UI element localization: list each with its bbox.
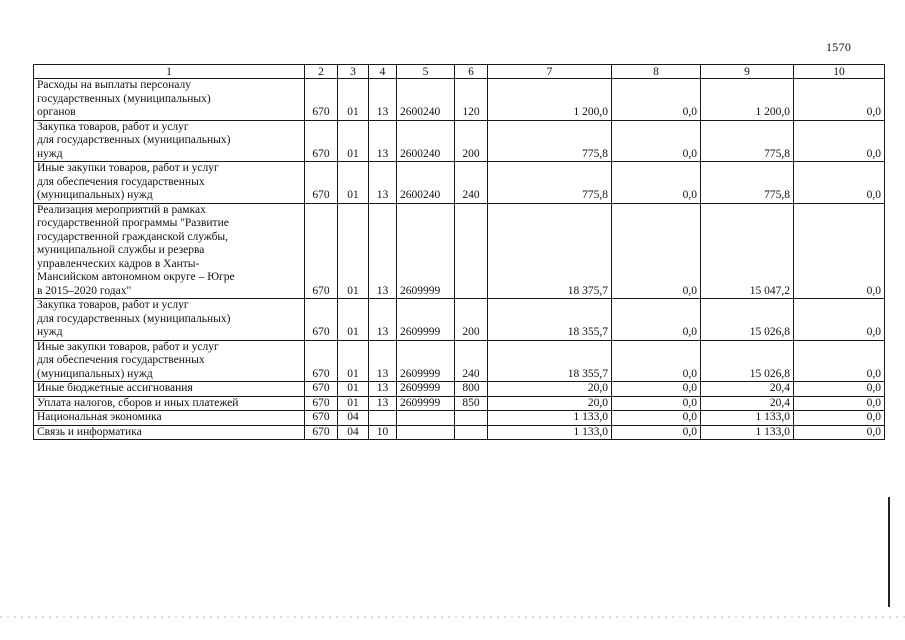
target-article-code: 2609999 [397,396,455,411]
row-name: Расходы на выплаты персоналу государственных (муниципальных) органов [34,79,305,121]
amount-next-year: 15 026,8 [701,340,794,382]
amount-next-year: 20,4 [701,396,794,411]
target-article-code: 2600240 [397,162,455,204]
row-name: Национальная экономика [34,411,305,426]
expense-type-code: 200 [455,299,488,341]
amount-next-year-subventions: 0,0 [794,162,885,204]
row-name: Закупка товаров, работ и услуг для государственных (муниципальных) нужд [34,120,305,162]
scan-edge-mark [888,497,890,607]
amount-next-year-subventions: 0,0 [794,120,885,162]
column-header: 5 [397,65,455,79]
column-header: 6 [455,65,488,79]
row-name: Реализация мероприятий в рамках государственной программы "Развитие государственной гражданской службы, муниципальной службы и резерва управленческих кадров в Ханты- Мансийском автономном округе – Югре в 2015–2020 годах" [34,203,305,299]
column-header: 7 [488,65,612,79]
column-number-row [34,65,885,79]
amount-total: 18 355,7 [488,340,612,382]
target-article-code: 2600240 [397,120,455,162]
amount-next-year-subventions: 0,0 [794,79,885,121]
amount-next-year: 775,8 [701,162,794,204]
row-name: Уплата налогов, сборов и иных платежей [34,396,305,411]
section-code: 01 [338,396,369,411]
target-article-code: 2609999 [397,340,455,382]
table-row [34,299,885,341]
column-header: 8 [612,65,701,79]
row-name: Иные бюджетные ассигнования [34,382,305,397]
section-code: 04 [338,425,369,440]
subsection-code: 13 [369,120,397,162]
amount-subventions: 0,0 [612,299,701,341]
column-header: 4 [369,65,397,79]
target-article-code [397,411,455,426]
expense-type-code: 240 [455,340,488,382]
amount-next-year: 1 200,0 [701,79,794,121]
row-name: Связь и информатика [34,425,305,440]
target-article-code: 2609999 [397,382,455,397]
column-header: 10 [794,65,885,79]
amount-next-year: 775,8 [701,120,794,162]
table-row [34,162,885,204]
subsection-code: 13 [369,299,397,341]
table-row [34,79,885,121]
subsection-code: 13 [369,79,397,121]
expense-type-code [455,425,488,440]
admin-code: 670 [305,120,338,162]
amount-total: 18 375,7 [488,203,612,299]
column-header: 3 [338,65,369,79]
amount-subventions: 0,0 [612,162,701,204]
admin-code: 670 [305,396,338,411]
amount-total: 1 200,0 [488,79,612,121]
section-code: 01 [338,203,369,299]
amount-subventions: 0,0 [612,425,701,440]
table-row [34,382,885,397]
amount-next-year: 20,4 [701,382,794,397]
table-row [34,411,885,426]
amount-subventions: 0,0 [612,411,701,426]
column-header: 2 [305,65,338,79]
amount-next-year-subventions: 0,0 [794,382,885,397]
table-body [34,65,885,440]
section-code: 01 [338,340,369,382]
row-name: Иные закупки товаров, работ и услуг для обеспечения государственных (муниципальных) нужд [34,340,305,382]
admin-code: 670 [305,411,338,426]
table-row [34,425,885,440]
amount-next-year-subventions: 0,0 [794,299,885,341]
amount-next-year: 1 133,0 [701,425,794,440]
admin-code: 670 [305,382,338,397]
amount-subventions: 0,0 [612,79,701,121]
amount-total: 1 133,0 [488,411,612,426]
column-header: 1 [34,65,305,79]
amount-next-year-subventions: 0,0 [794,340,885,382]
expense-type-code: 120 [455,79,488,121]
amount-total: 18 355,7 [488,299,612,341]
subsection-code: 13 [369,382,397,397]
column-header: 9 [701,65,794,79]
table-row [34,120,885,162]
section-code: 01 [338,79,369,121]
amount-next-year: 15 047,2 [701,203,794,299]
expense-type-code: 800 [455,382,488,397]
amount-subventions: 0,0 [612,396,701,411]
amount-subventions: 0,0 [612,203,701,299]
section-code: 01 [338,162,369,204]
amount-total: 20,0 [488,396,612,411]
row-name: Закупка товаров, работ и услуг для государственных (муниципальных) нужд [34,299,305,341]
admin-code: 670 [305,203,338,299]
expense-type-code: 240 [455,162,488,204]
budget-table [33,64,885,440]
amount-next-year-subventions: 0,0 [794,396,885,411]
amount-total: 20,0 [488,382,612,397]
amount-next-year-subventions: 0,0 [794,203,885,299]
amount-subventions: 0,0 [612,120,701,162]
section-code: 04 [338,411,369,426]
section-code: 01 [338,299,369,341]
subsection-code: 13 [369,162,397,204]
admin-code: 670 [305,425,338,440]
table-row [34,340,885,382]
target-article-code: 2609999 [397,203,455,299]
amount-total: 775,8 [488,120,612,162]
table-row [34,396,885,411]
section-code: 01 [338,120,369,162]
amount-subventions: 0,0 [612,382,701,397]
amount-next-year: 15 026,8 [701,299,794,341]
amount-next-year-subventions: 0,0 [794,411,885,426]
table-row [34,203,885,299]
expense-type-code [455,203,488,299]
admin-code: 670 [305,162,338,204]
amount-total: 1 133,0 [488,425,612,440]
subsection-code: 13 [369,203,397,299]
admin-code: 670 [305,340,338,382]
amount-total: 775,8 [488,162,612,204]
target-article-code [397,425,455,440]
row-name: Иные закупки товаров, работ и услуг для обеспечения государственных (муниципальных) нужд [34,162,305,204]
target-article-code: 2609999 [397,299,455,341]
page-number: 1570 [826,40,852,54]
subsection-code: 13 [369,396,397,411]
expense-type-code [455,411,488,426]
scan-noise-line [0,616,905,618]
section-code: 01 [338,382,369,397]
subsection-code: 10 [369,425,397,440]
target-article-code: 2600240 [397,79,455,121]
subsection-code [369,411,397,426]
amount-next-year: 1 133,0 [701,411,794,426]
admin-code: 670 [305,79,338,121]
subsection-code: 13 [369,340,397,382]
amount-subventions: 0,0 [612,340,701,382]
admin-code: 670 [305,299,338,341]
expense-type-code: 200 [455,120,488,162]
amount-next-year-subventions: 0,0 [794,425,885,440]
expense-type-code: 850 [455,396,488,411]
